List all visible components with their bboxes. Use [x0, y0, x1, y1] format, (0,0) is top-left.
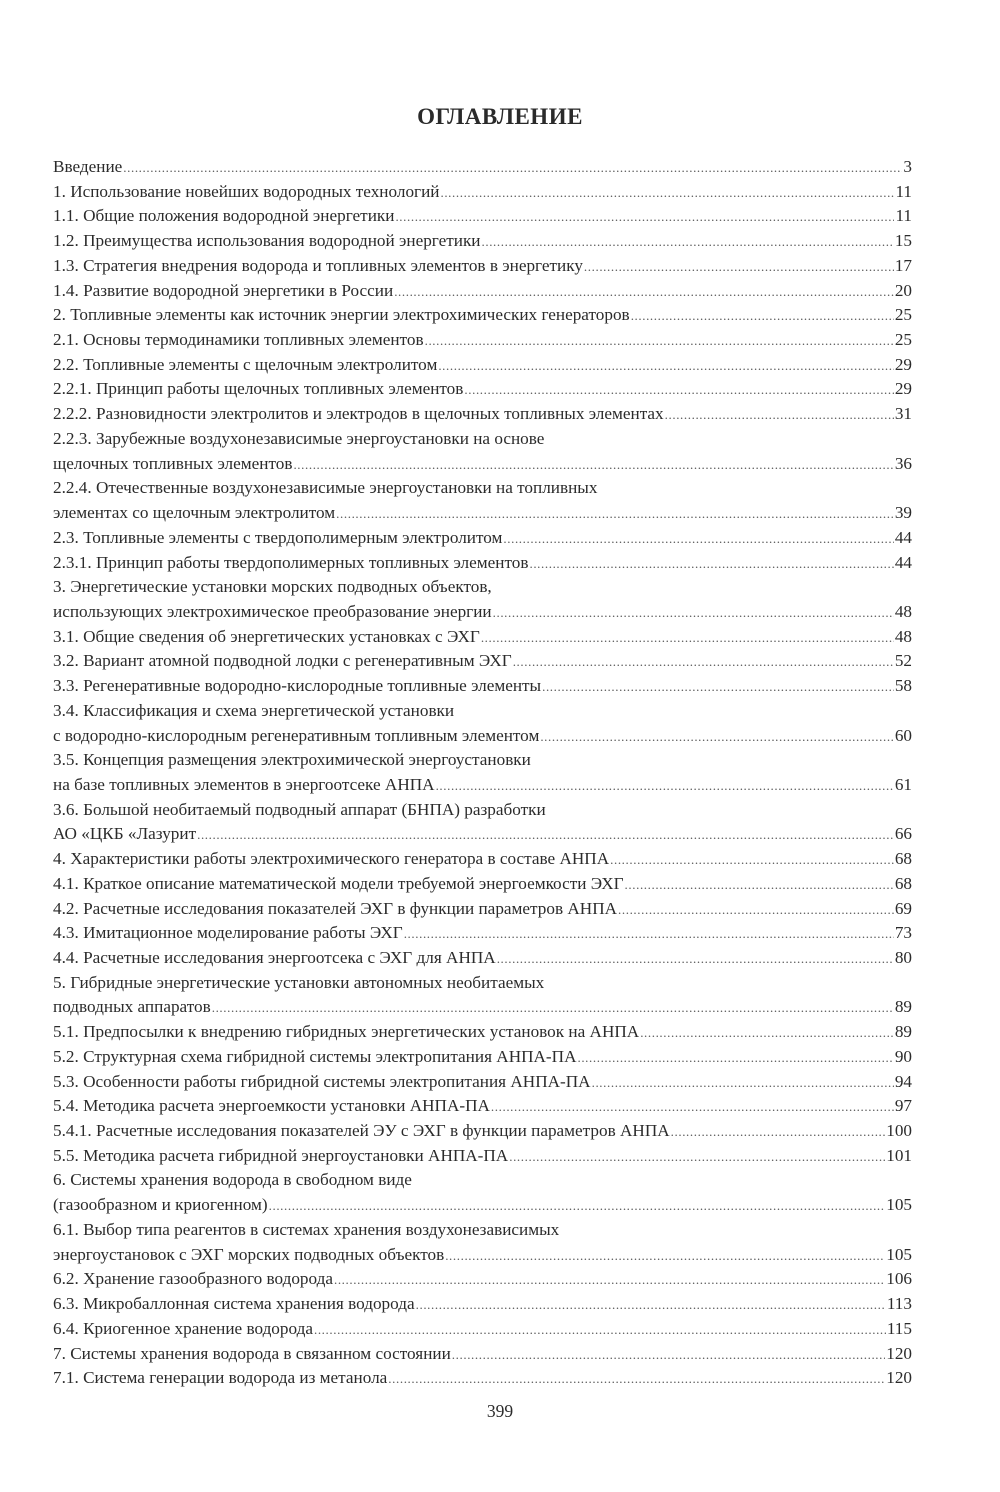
toc-entry-title: 5.3. Особенности работы гибридной системы электропитания АНПА-ПА: [53, 1071, 591, 1091]
dot-leader: [123, 156, 902, 181]
toc-entry-line: [53, 995, 912, 1020]
toc-entry-line: [53, 1193, 912, 1218]
toc-entry: [53, 1267, 912, 1292]
toc-entry: [53, 204, 912, 229]
dot-leader: [625, 873, 894, 898]
toc-entry-title: Введение: [53, 157, 123, 176]
toc-entry-page: 113: [886, 1294, 912, 1314]
toc-entry: [53, 1168, 912, 1217]
toc-entry-line: [53, 649, 912, 674]
toc-entry-title: 3.1. Общие сведения об энергетических установках с ЭХГ: [53, 626, 480, 646]
toc-entry: [53, 1218, 912, 1267]
toc-entry-page: 97: [894, 1096, 912, 1116]
toc-entry-line: [53, 773, 912, 798]
toc-entry-title: 1. Использование новейших водородных технологий: [53, 181, 440, 201]
toc-entry-title: 7.1. Система генерации водорода из метанола: [53, 1368, 388, 1388]
toc-entry: [53, 674, 912, 699]
toc-entry-line: [53, 724, 912, 749]
toc-entry-line: [53, 1119, 912, 1144]
toc-entry-line: [53, 328, 912, 353]
toc-entry-title: 3.4. Классификация и схема энергетической установки: [53, 700, 455, 720]
toc-entry-title: 4.2. Расчетные исследования показателей ЭХГ в функции параметров АНПА: [53, 898, 618, 918]
toc-entry-page: 89: [894, 997, 912, 1017]
toc-entry: [53, 254, 912, 279]
toc-entry: [53, 353, 912, 378]
toc-entry: [53, 1020, 912, 1045]
toc-entry: [53, 649, 912, 674]
toc-entry: [53, 1070, 912, 1095]
toc-entry-title: 2.2.1. Принцип работы щелочных топливных элементов: [53, 379, 464, 399]
toc-entry: [53, 699, 912, 748]
toc-entry-line: [53, 377, 912, 402]
toc-entry-title: 6. Системы хранения водорода в свободном виде: [53, 1170, 412, 1190]
table-of-contents: [53, 155, 912, 1391]
dot-leader: [293, 453, 893, 478]
toc-entry-page: 69: [894, 898, 912, 918]
toc-entry-page: 61: [894, 774, 912, 794]
dot-leader: [452, 1343, 885, 1368]
toc-entry-title: с водородно-кислородным регенеративным топливным элементом: [53, 725, 540, 745]
toc-entry: [53, 402, 912, 427]
dot-leader: [640, 1021, 894, 1046]
dot-leader: [577, 1046, 893, 1071]
toc-entry-title: подводных аппаратов: [53, 997, 211, 1017]
toc-entry-page: 58: [894, 676, 912, 696]
toc-entry-line: [53, 476, 912, 501]
toc-entry-page: 90: [894, 1046, 912, 1066]
dot-leader: [671, 1120, 886, 1145]
toc-entry-page: 36: [894, 453, 912, 473]
toc-entry-title: 2.2.2. Разновидности электролитов и электродов в щелочных топливных элементах: [53, 404, 664, 424]
dot-leader: [584, 255, 894, 280]
dot-leader: [336, 502, 894, 527]
toc-entry: [53, 1317, 912, 1342]
toc-entry-title: 2.2.3. Зарубежные воздухонезависимые энергоустановки на основе: [53, 428, 545, 448]
dot-leader: [592, 1071, 894, 1096]
toc-entry-title: 4.4. Расчетные исследования энергоотсека с ЭХГ для АНПА: [53, 948, 496, 967]
toc-entry-title: 3.2. Вариант атомной подводной лодки с регенеративным ЭХГ: [53, 651, 512, 671]
dot-leader: [197, 823, 894, 848]
toc-entry-line: [53, 872, 912, 897]
toc-entry-page: 48: [894, 626, 912, 646]
dot-leader: [631, 304, 894, 329]
toc-entry-line: [53, 254, 912, 279]
dot-leader: [542, 675, 894, 700]
toc-entry-page: 60: [894, 725, 912, 745]
dot-leader: [314, 1318, 886, 1343]
toc-entry: [53, 921, 912, 946]
toc-entry-line: [53, 551, 912, 576]
toc-entry: [53, 897, 912, 922]
dot-leader: [481, 626, 894, 651]
toc-entry-line: [53, 353, 912, 378]
toc-entry-page: 89: [894, 1022, 912, 1042]
toc-entry-page: 106: [886, 1269, 912, 1289]
toc-entry-title: 2.2.4. Отечественные воздухонезависимые энергоустановки на топливных: [53, 478, 598, 498]
toc-entry-title: 6.4. Криогенное хранение водорода: [53, 1318, 313, 1338]
toc-entry-title: 6.1. Выбор типа реагентов в системах хранения воздухонезависимых: [53, 1219, 560, 1239]
toc-entry-line: [53, 1267, 912, 1292]
toc-entry-page: 94: [894, 1071, 912, 1091]
toc-entry: [53, 551, 912, 576]
toc-entry-page: 44: [894, 552, 912, 572]
dot-leader: [665, 403, 894, 428]
toc-entry-title: 3.3. Регенеративные водородно-кислородные топливные элементы: [53, 676, 542, 696]
toc-entry-title: 1.1. Общие положения водородной энергетики: [53, 206, 395, 226]
toc-entry: [53, 476, 912, 525]
toc-entry-line: [53, 600, 912, 625]
toc-entry-page: 20: [894, 280, 912, 300]
toc-entry-title: (газообразном и криогенном): [53, 1195, 268, 1215]
dot-leader: [464, 378, 893, 403]
toc-entry-title: 4. Характеристики работы электрохимического генератора в составе АНПА: [53, 849, 610, 869]
toc-entry-title: 2.3. Топливные элементы с твердополимерным электролитом: [53, 527, 503, 547]
toc-entry-title: 6.2. Хранение газообразного водорода: [53, 1269, 333, 1289]
dot-leader: [394, 280, 894, 305]
dot-leader: [509, 1145, 885, 1170]
toc-entry-page: 25: [894, 305, 912, 325]
toc-entry-line: [53, 798, 912, 823]
toc-entry-page: 73: [894, 923, 912, 943]
dot-leader: [425, 329, 894, 354]
toc-entry: [53, 1342, 912, 1367]
toc-entry-line: [53, 699, 912, 724]
toc-entry-page: 105: [886, 1195, 912, 1215]
toc-entry-page: 11: [895, 206, 912, 226]
toc-entry-line: [53, 822, 912, 847]
toc-entry-line: [53, 1168, 912, 1193]
toc-entry-line: [53, 1342, 912, 1367]
dot-leader: [513, 650, 894, 675]
toc-entry-title: 3. Энергетические установки морских подводных объектов,: [53, 577, 492, 597]
dot-leader: [395, 205, 894, 230]
toc-entry: [53, 798, 912, 847]
toc-entry-page: 29: [894, 379, 912, 399]
dot-leader: [404, 922, 894, 947]
toc-entry-line: [53, 452, 912, 477]
toc-entry: [53, 872, 912, 897]
toc-entry-page: 15: [894, 231, 912, 251]
dot-leader: [618, 898, 894, 923]
dot-leader: [445, 1244, 885, 1269]
toc-entry-title: 5. Гибридные энергетические установки автономных необитаемых: [53, 972, 545, 992]
toc-entry-line: [53, 1094, 912, 1119]
toc-entry-title: 3.5. Концепция размещения электрохимической энергоустановки: [53, 750, 531, 770]
toc-entry-line: [53, 921, 912, 946]
toc-entry: [53, 971, 912, 1020]
toc-entry: [53, 1119, 912, 1144]
toc-entry-line: [53, 1317, 912, 1342]
toc-entry-page: 120: [886, 1368, 912, 1388]
toc-entry-line: [53, 625, 912, 650]
toc-entry-line: [53, 155, 912, 180]
toc-entry: [53, 1144, 912, 1169]
toc-entry: [53, 427, 912, 476]
toc-entry-title: 1.2. Преимущества использования водородной энергетики: [53, 231, 481, 251]
toc-entry-title: 1.4. Развитие водородной энергетики в России: [53, 280, 394, 300]
toc-entry-page: 101: [886, 1145, 912, 1165]
toc-entry: [53, 625, 912, 650]
toc-entry: [53, 575, 912, 624]
toc-entry-title: 5.4. Методика расчета энергоемкости установки АНПА-ПА: [53, 1096, 490, 1116]
toc-entry-page: 3: [903, 157, 912, 176]
toc-entry-page: 115: [886, 1318, 912, 1338]
toc-entry-page: 66: [894, 824, 912, 844]
toc-entry-page: 120: [886, 1343, 912, 1363]
toc-entry: [53, 1292, 912, 1317]
dot-leader: [269, 1194, 886, 1219]
toc-entry-line: [53, 847, 912, 872]
toc-entry-title: щелочных топливных элементов: [53, 453, 293, 473]
toc-entry-page: 25: [894, 330, 912, 350]
toc-entry-line: [53, 575, 912, 600]
toc-entry-title: элементах со щелочным электролитом: [53, 503, 336, 523]
toc-entry-line: [53, 427, 912, 452]
dot-leader: [388, 1367, 885, 1392]
toc-entry-page: 44: [894, 527, 912, 547]
toc-entry-title: 7. Системы хранения водорода в связанном состоянии: [53, 1343, 451, 1363]
dot-leader: [503, 527, 893, 552]
toc-entry-title: АО «ЦКБ «Лазурит: [53, 824, 197, 844]
toc-entry-line: [53, 180, 912, 205]
dot-leader: [482, 230, 894, 255]
toc-entry: [53, 328, 912, 353]
toc-entry-line: [53, 526, 912, 551]
dot-leader: [212, 996, 894, 1021]
toc-entry-line: [53, 674, 912, 699]
toc-entry-line: [53, 229, 912, 254]
toc-entry-page: 68: [894, 849, 912, 869]
toc-entry-line: [53, 748, 912, 773]
toc-entry: [53, 748, 912, 797]
toc-entry-page: 105: [886, 1244, 912, 1264]
page-number: 399: [486, 1401, 514, 1421]
dot-leader: [438, 354, 893, 379]
toc-entry-title: 2.3.1. Принцип работы твердополимерных топливных элементов: [53, 552, 529, 572]
toc-entry-page: 48: [894, 601, 912, 621]
toc-entry-page: 100: [886, 1121, 912, 1141]
toc-entry: [53, 180, 912, 205]
toc-entry-line: [53, 402, 912, 427]
toc-entry-title: 4.3. Имитационное моделирование работы ЭХГ: [53, 923, 403, 943]
toc-entry-title: 3.6. Большой необитаемый подводный аппарат (БНПА) разработки: [53, 799, 546, 819]
toc-entry-line: [53, 1144, 912, 1169]
toc-entry-title: на базе топливных элементов в энергоотсеке АНПА: [53, 774, 435, 794]
toc-entry: [53, 847, 912, 872]
toc-entry-page: 31: [894, 404, 912, 424]
toc-entry-title: 2.2. Топливные элементы с щелочным электролитом: [53, 354, 438, 374]
toc-entry-line: [53, 1045, 912, 1070]
toc-entry: [53, 279, 912, 304]
toc-entry-line: [53, 1218, 912, 1243]
toc-entry: [53, 303, 912, 328]
toc-entry-line: [53, 1020, 912, 1045]
toc-entry: [53, 377, 912, 402]
dot-leader: [493, 601, 894, 626]
toc-entry-page: 39: [894, 503, 912, 523]
dot-leader: [436, 774, 894, 799]
dot-leader: [540, 725, 893, 750]
dot-leader: [334, 1268, 885, 1293]
toc-entry: [53, 1094, 912, 1119]
dot-leader: [529, 552, 893, 577]
toc-entry-title: использующих электрохимическое преобразование энергии: [53, 601, 492, 621]
toc-entry-line: [53, 971, 912, 996]
toc-entry-title: 6.3. Микробаллонная система хранения водорода: [53, 1294, 415, 1314]
toc-entry-title: 5.5. Методика расчета гибридной энергоустановки АНПА-ПА: [53, 1145, 509, 1165]
toc-entry-line: [53, 501, 912, 526]
toc-entry-page: 80: [894, 948, 912, 967]
toc-entry: [53, 155, 912, 180]
dot-leader: [440, 181, 894, 206]
toc-entry-line: [53, 204, 912, 229]
toc-entry-line: [53, 303, 912, 328]
toc-entry: [53, 946, 912, 971]
toc-entry: [53, 229, 912, 254]
toc-entry: [53, 1366, 912, 1391]
dot-leader: [416, 1293, 886, 1318]
toc-entry-line: [53, 1366, 912, 1391]
toc-entry-title: 5.4.1. Расчетные исследования показателей ЭУ с ЭХГ в функции параметров АНПА: [53, 1121, 670, 1141]
toc-entry-line: [53, 1243, 912, 1268]
toc-entry-page: 68: [894, 873, 912, 893]
toc-entry-page: 11: [895, 181, 912, 201]
toc-entry-title: 2. Топливные элементы как источник энергии электрохимических генераторов: [53, 305, 630, 325]
toc-entry-line: [53, 946, 912, 971]
toc-entry-page: 29: [894, 354, 912, 374]
toc-entry-line: [53, 1292, 912, 1317]
toc-entry-title: 1.3. Стратегия внедрения водорода и топливных элементов в энергетику: [53, 255, 583, 275]
dot-leader: [491, 1095, 894, 1120]
toc-entry-page: 17: [894, 255, 912, 275]
toc-entry-title: 5.1. Предпосылки к внедрению гибридных энергетических установок на АНПА: [53, 1022, 640, 1042]
toc-title: ОГЛАВЛЕНИЕ: [417, 104, 583, 129]
toc-entry-line: [53, 279, 912, 304]
toc-entry-line: [53, 897, 912, 922]
toc-entry: [53, 526, 912, 551]
dot-leader: [497, 947, 894, 972]
toc-entry: [53, 1045, 912, 1070]
toc-entry-line: [53, 1070, 912, 1095]
toc-entry-title: энергоустановок с ЭХГ морских подводных объектов: [53, 1244, 445, 1264]
dot-leader: [610, 848, 894, 873]
toc-entry-title: 5.2. Структурная схема гибридной системы электропитания АНПА-ПА: [53, 1046, 577, 1066]
toc-entry-title: 4.1. Краткое описание математической модели требуемой энергоемкости ЭХГ: [53, 873, 624, 893]
toc-entry-page: 52: [894, 651, 912, 671]
toc-entry-title: 2.1. Основы термодинамики топливных элементов: [53, 330, 424, 350]
